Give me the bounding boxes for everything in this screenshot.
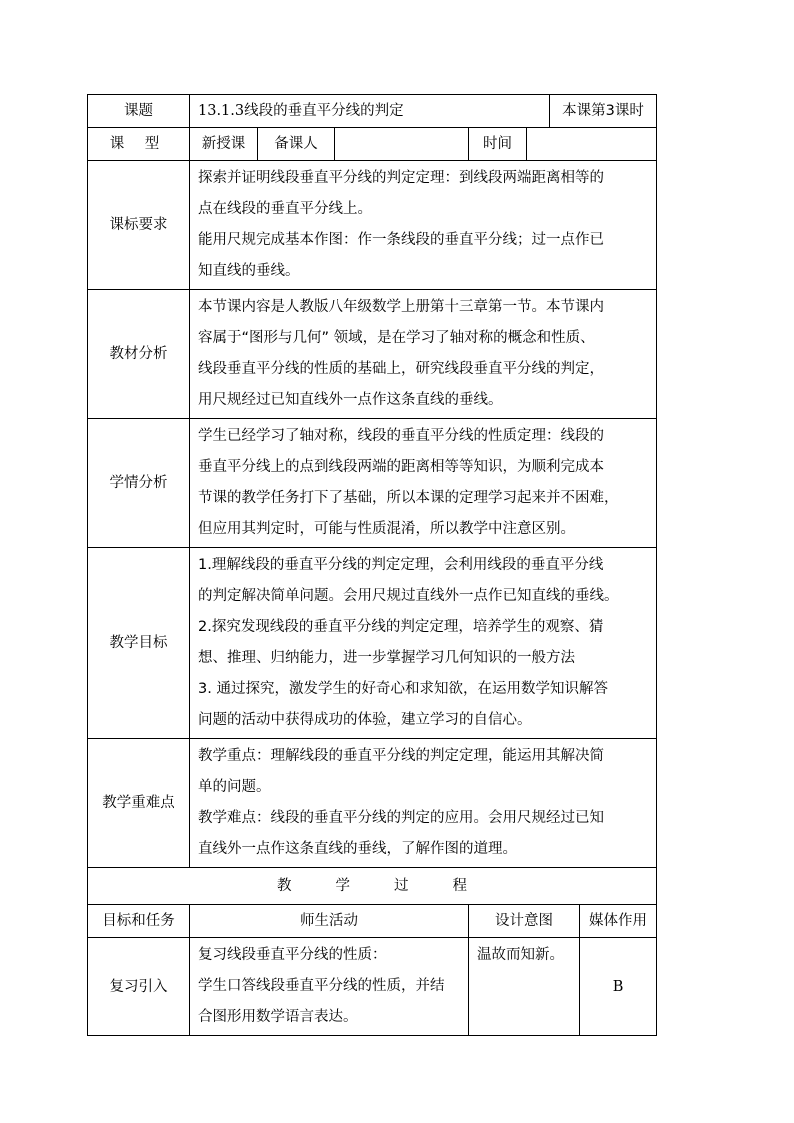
content-line: 问题的活动中获得成功的体验，建立学习的自信心。 — [198, 712, 532, 728]
content-line: 用尺规经过已知直线外一点作这条直线的垂线。 — [198, 392, 503, 408]
col-activity-header: 师生活动 — [190, 905, 469, 938]
section-row-students — [88, 419, 657, 548]
section-content — [190, 548, 657, 739]
activity-line: 复习线段垂直平分线的性质： — [198, 947, 387, 963]
content-line: 知直线的垂线。 — [198, 263, 300, 279]
content-line: 垂直平分线上的点到线段两端的距离相等等知识，为顺利完成本 — [198, 459, 604, 475]
content-line: 但应用其判定时，可能与性质混淆，所以教学中注意区别。 — [198, 521, 575, 537]
section-label: 课标要求 — [88, 161, 190, 290]
section-content — [190, 161, 657, 290]
section-row-textbook — [88, 290, 657, 419]
type-label: 课 型 — [88, 128, 190, 161]
section-label: 教学重难点 — [88, 739, 190, 868]
section-label: 教学目标 — [88, 548, 190, 739]
content-line: 节课的教学任务打下了基础，所以本课的定理学习起来并不困难， — [198, 490, 619, 506]
section-row-objectives — [88, 548, 657, 739]
section-row-key-points — [88, 739, 657, 868]
content-line: 学生已经学习了轴对称，线段的垂直平分线的性质定理：线段的 — [198, 428, 604, 444]
process-row — [88, 938, 657, 1036]
content-line: 本节课内容是人教版八年级数学上册第十三章第一节。本节课内 — [198, 299, 604, 315]
activity-line: 学生口答线段垂直平分线的性质，并结 — [198, 978, 445, 994]
activity-line: 合图形用数学语言表达。 — [198, 1009, 358, 1025]
content-line: 教学重点：理解线段的垂直平分线的判定定理，能运用其解决简 — [198, 748, 604, 764]
process-title-char: 教 — [277, 878, 292, 894]
topic-row — [88, 95, 657, 128]
content-line: 3. 通过探究，激发学生的好奇心和求知欲，在运用数学知识解答 — [198, 681, 608, 697]
section-content — [190, 290, 657, 419]
process-title-char: 过 — [394, 878, 409, 894]
process-media: B — [580, 938, 657, 1036]
time-value — [527, 128, 657, 161]
process-title-char: 学 — [335, 878, 351, 894]
content-line: 教学难点：线段的垂直平分线的判定的应用。会用尺规经过已知 — [198, 810, 604, 826]
lesson-plan-table — [87, 94, 657, 1036]
content-line: 1.理解线段的垂直平分线的判定定理，会利用线段的垂直平分线 — [198, 557, 604, 573]
col-intent-header: 设计意图 — [469, 905, 580, 938]
process-header-row — [88, 905, 657, 938]
content-line: 2.探究发现线段的垂直平分线的判定定理，培养学生的观察、猜 — [198, 619, 604, 635]
topic-value: 13.1.3线段的垂直平分线的判定 — [190, 95, 550, 128]
content-line: 容属于“图形与几何” 领域，是在学习了轴对称的概念和性质、 — [198, 330, 595, 346]
process-intent: 温故而知新。 — [469, 938, 580, 1036]
process-goal: 复习引入 — [88, 938, 190, 1036]
content-line: 能用尺规完成基本作图：作一条线段的垂直平分线；过一点作已 — [198, 232, 604, 248]
col-goal-header: 目标和任务 — [88, 905, 190, 938]
section-label: 学情分析 — [88, 419, 190, 548]
preparer-label: 备课人 — [258, 128, 335, 161]
process-activity — [190, 938, 469, 1036]
type-value: 新授课 — [190, 128, 258, 161]
content-line: 单的问题。 — [198, 779, 271, 795]
col-media-header: 媒体作用 — [580, 905, 657, 938]
content-line: 想、推理、归纳能力，进一步掌握学习几何知识的一般方法 — [198, 650, 575, 666]
content-line: 探索并证明线段垂直平分线的判定定理：到线段两端距离相等的 — [198, 170, 604, 186]
preparer-value — [335, 128, 469, 161]
content-line: 直线外一点作这条直线的垂线，了解作图的道理。 — [198, 841, 517, 857]
content-line: 线段垂直平分线的性质的基础上，研究线段垂直平分线的判定， — [198, 361, 604, 377]
section-label: 教材分析 — [88, 290, 190, 419]
process-title — [88, 868, 657, 905]
type-row — [88, 128, 657, 161]
section-content — [190, 739, 657, 868]
process-title-row — [88, 868, 657, 905]
time-label: 时间 — [469, 128, 527, 161]
section-row-standards — [88, 161, 657, 290]
content-line: 点在线段的垂直平分线上。 — [198, 201, 372, 217]
period-value: 本课第3课时 — [550, 95, 657, 128]
topic-label: 课题 — [88, 95, 190, 128]
content-line: 的判定解决简单问题。会用尺规过直线外一点作已知直线的垂线。 — [198, 588, 619, 604]
process-title-char: 程 — [452, 878, 468, 894]
section-content — [190, 419, 657, 548]
